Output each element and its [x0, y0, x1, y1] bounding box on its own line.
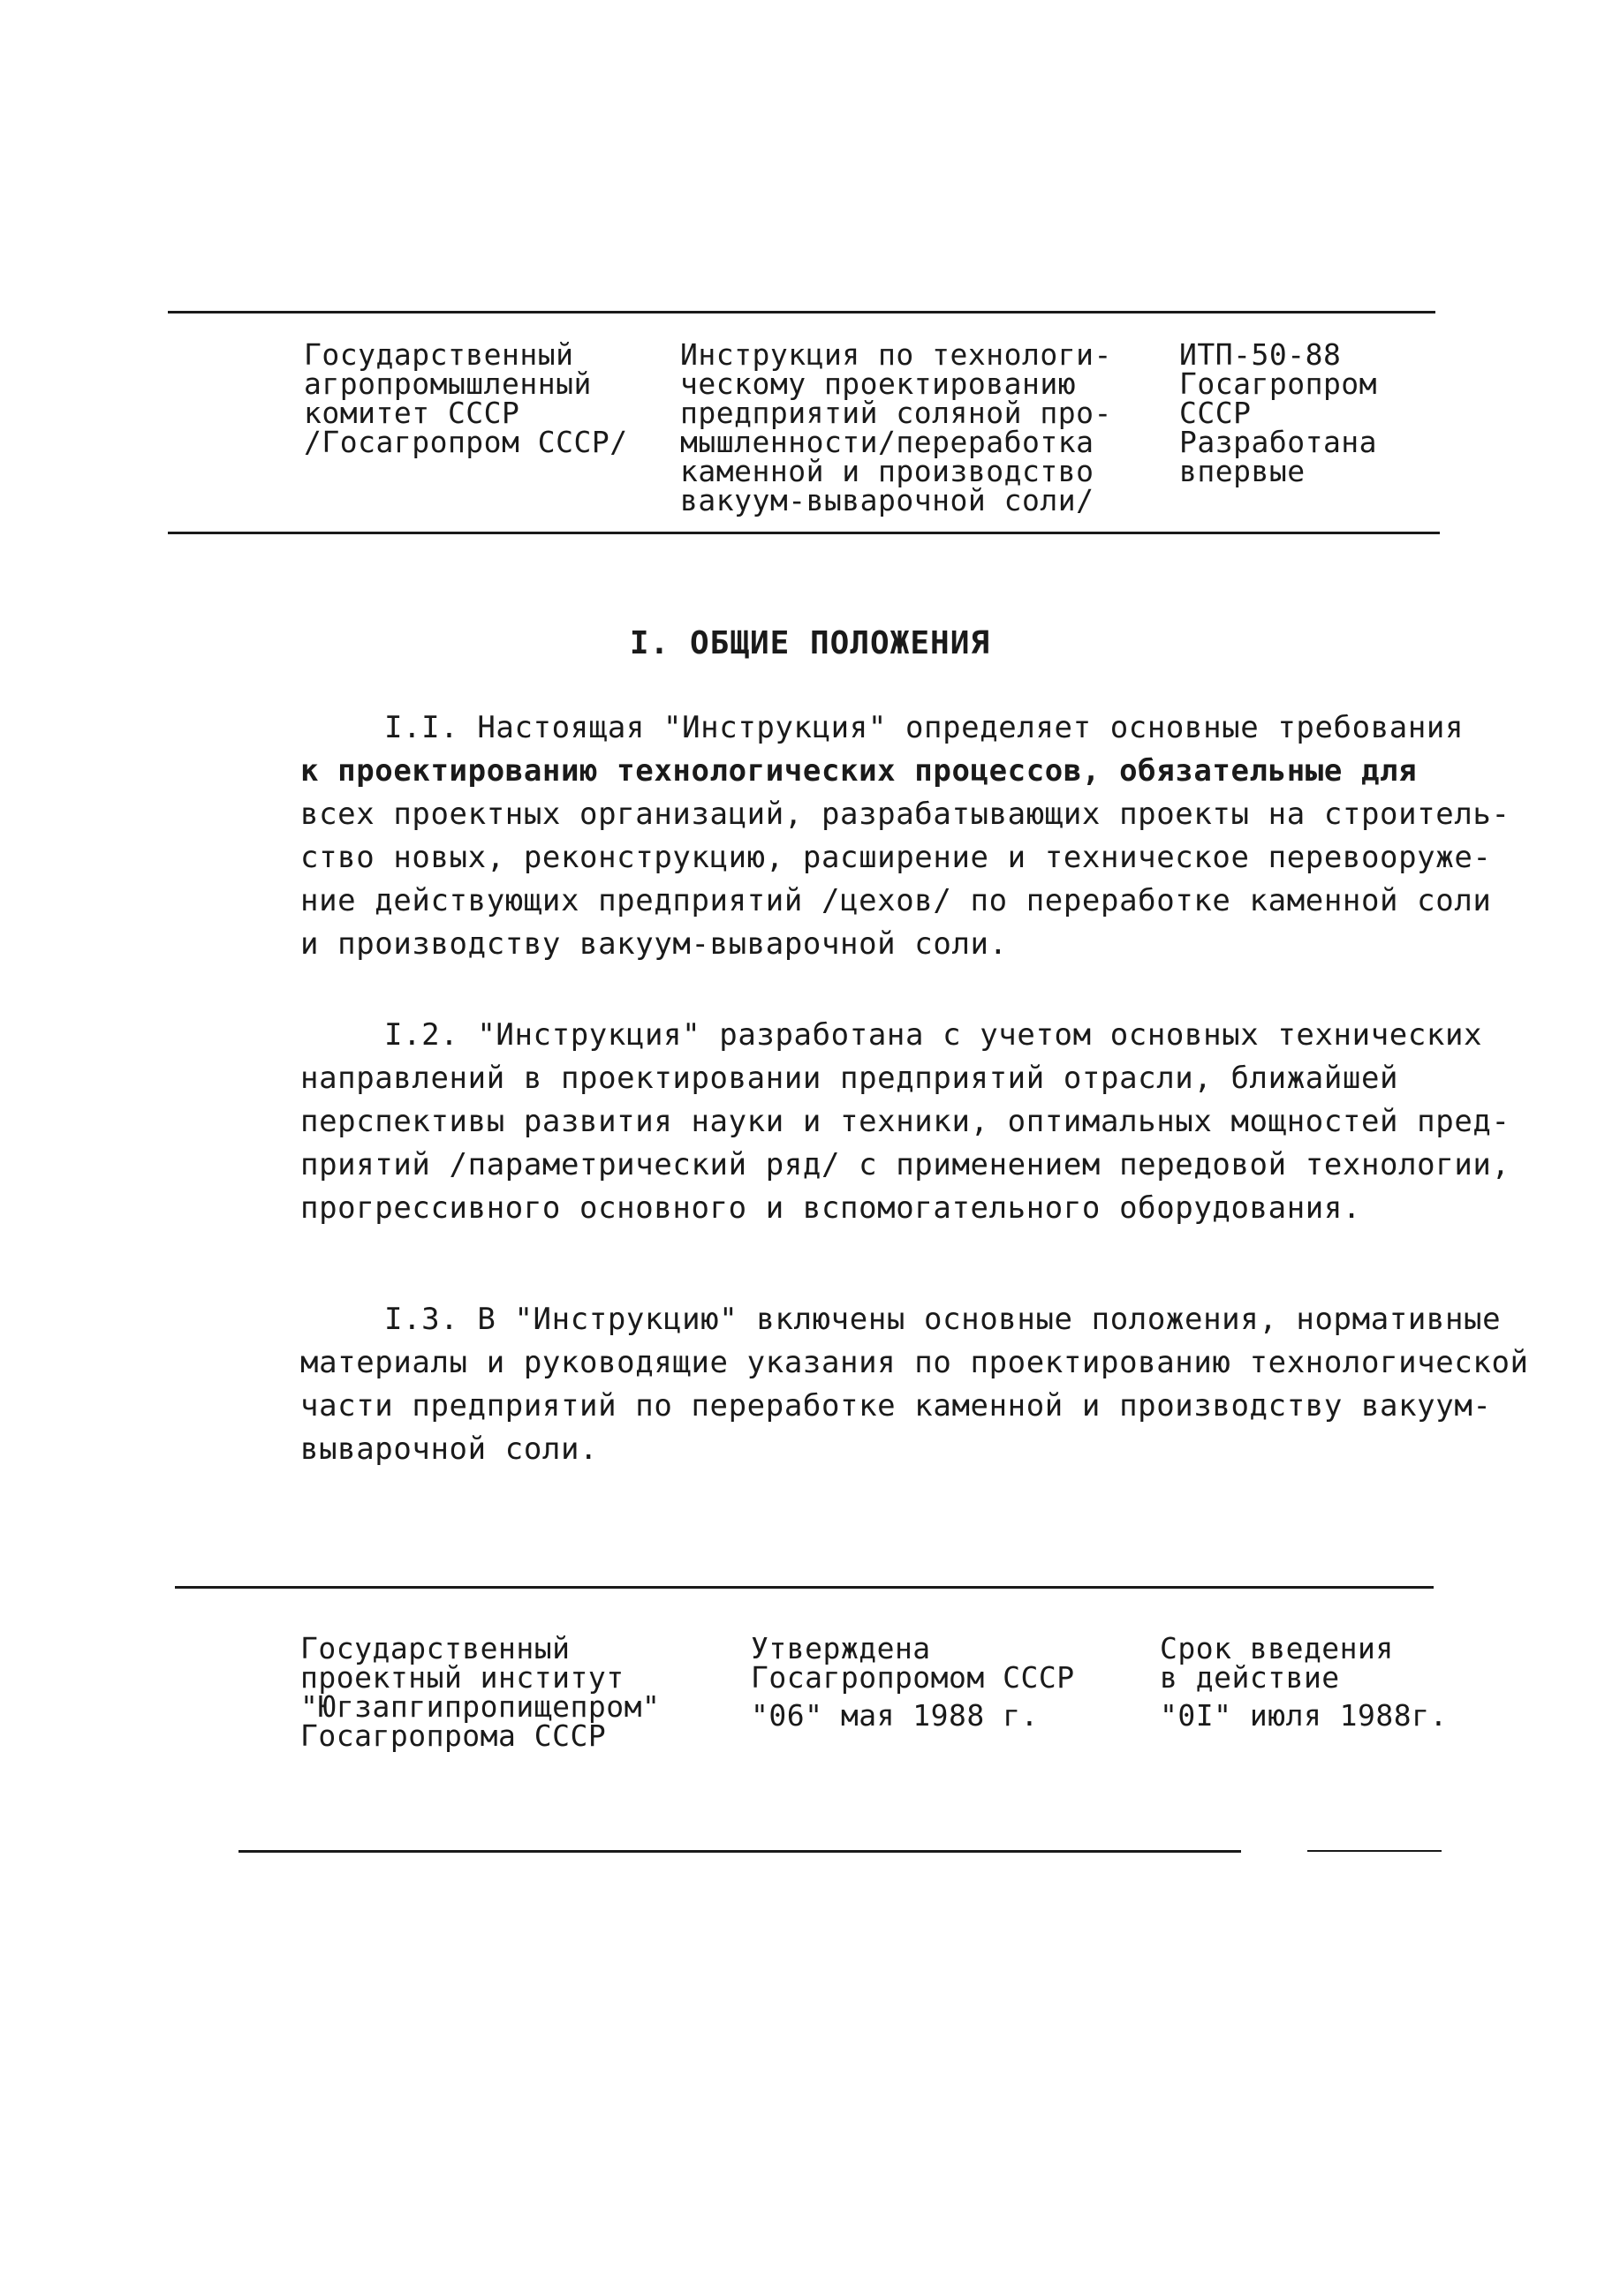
footer-approved-line: Утверждена [751, 1631, 931, 1665]
footer-approved-line: Госагропромом СССР [751, 1660, 1075, 1695]
footer-institute-line: проектный институт [300, 1660, 625, 1695]
header-bottom-rule [168, 532, 1440, 534]
header-organization [304, 337, 628, 459]
paragraph-line: ство новых, реконструкцию, расширение и техническое перевооруже- [300, 840, 1492, 875]
paragraph-line: ние действующих предприятий /цехов/ по переработке каменной соли [300, 883, 1492, 918]
header-title-line: ческому проектированию [680, 366, 1077, 401]
paragraph-line: I.I. Настоящая "Инструкция" определяет основные требования [384, 710, 1465, 745]
header-title-line: мышленности/переработка [680, 425, 1094, 459]
paragraph-line: выварочной соли. [300, 1431, 599, 1467]
header-title-line: вакуум-выварочной соли/ [680, 483, 1094, 517]
header-organization-line: Государственный [304, 337, 574, 372]
paragraph-line: материалы и руководящие указания по проектированию технологической [300, 1345, 1529, 1380]
header-code-line: СССР [1179, 396, 1252, 430]
footer-institute-line: "Югзапгипропищепром" [300, 1689, 661, 1724]
header-organization-line: агропромышленный [304, 366, 592, 401]
paragraph-1-1 [300, 706, 1510, 966]
header-title-line: каменной и производство [680, 454, 1094, 488]
header-title-line: Инструкция по технологи- [680, 337, 1112, 372]
footer-institute-line: Государственный [300, 1631, 571, 1665]
paragraph-line: приятий /параметрический ряд/ с применением передовой технологии, [300, 1147, 1510, 1182]
paragraph-line: к проектированию технологических процессов, обязательные для [300, 753, 1418, 789]
section-heading: I. ОБЩИЕ ПОЛОЖЕНИЯ [629, 625, 991, 661]
footer-effective-line: в действие [1160, 1660, 1340, 1695]
footer-top-rule [175, 1586, 1434, 1589]
footer-institute [300, 1631, 661, 1753]
header-title-line: предприятий соляной про- [680, 396, 1112, 430]
header-code-line: Разработана [1179, 425, 1378, 459]
paragraph-line: всех проектных организаций, разрабатывающих проекты на строитель- [300, 797, 1510, 832]
header-code-line: Госагропром [1179, 366, 1378, 401]
footer-effective [1160, 1631, 1448, 1733]
header-top-rule [168, 311, 1435, 313]
header-organization-line: /Госагропром СССР/ [304, 425, 628, 459]
paragraph-line: I.3. В "Инструкцию" включены основные положения, нормативные [384, 1302, 1502, 1337]
paragraph-line: части предприятий по переработке каменной и производству вакуум- [300, 1388, 1492, 1424]
header-document-title [680, 337, 1112, 517]
footer-approved [751, 1631, 1075, 1733]
paragraph-line: I.2. "Инструкция" разработана с учетом основных технических [384, 1017, 1483, 1053]
paragraph-line: и производству вакуум-выварочной соли. [300, 926, 1008, 962]
footer-approved-line: "06" мая 1988 г. [751, 1698, 1039, 1733]
paragraph-line: направлений в проектировании предприятий отрасли, ближайшей [300, 1061, 1399, 1096]
header-code-line: ИТП-50-88 [1179, 337, 1342, 372]
footer-bottom-rule-short [1307, 1850, 1442, 1852]
header-document-code [1179, 337, 1378, 488]
footer-bottom-rule [238, 1850, 1241, 1853]
paragraph-line: прогрессивного основного и вспомогательного оборудования. [300, 1190, 1361, 1226]
paragraph-line: перспективы развития науки и техники, оптимальных мощностей пред- [300, 1104, 1510, 1139]
paragraph-1-2 [300, 1014, 1510, 1230]
footer-institute-line: Госагропрома СССР [300, 1718, 607, 1753]
footer-effective-line: "0I" июля 1988г. [1160, 1698, 1448, 1733]
header-organization-line: комитет СССР [304, 396, 520, 430]
paragraph-1-3 [300, 1298, 1529, 1471]
header-code-line: впервые [1179, 454, 1306, 488]
footer-effective-line: Срок введения [1160, 1631, 1394, 1665]
